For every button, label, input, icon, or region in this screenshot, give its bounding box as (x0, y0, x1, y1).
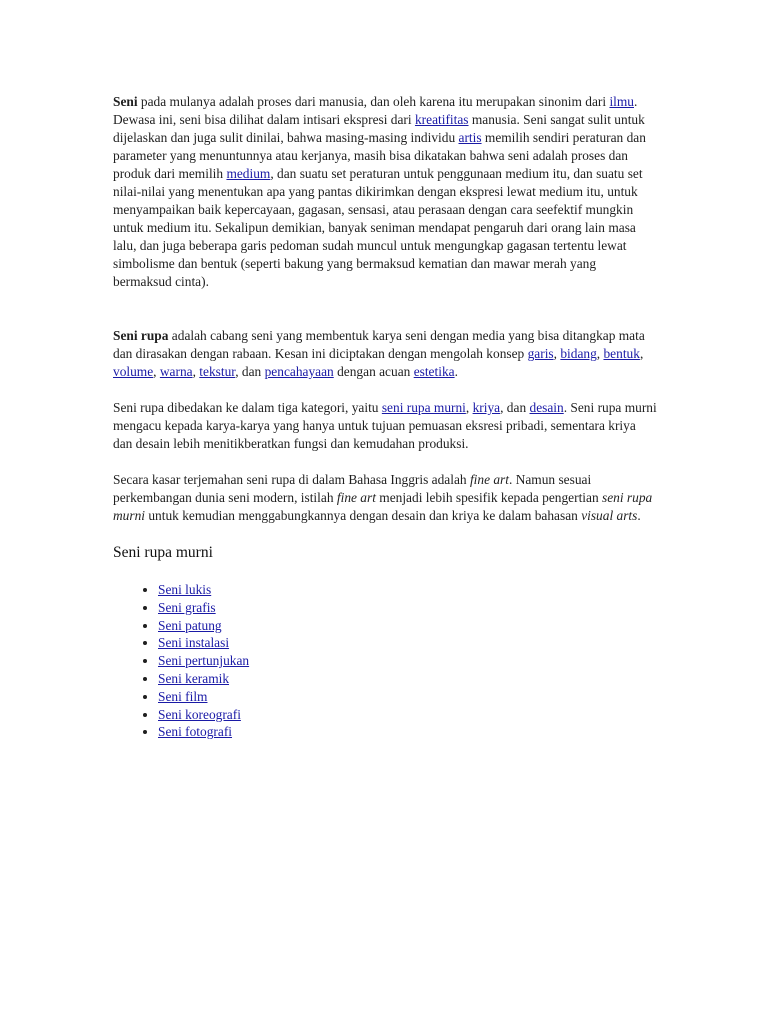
link-seni-rupa-murni[interactable]: seni rupa murni (381, 400, 466, 415)
term-fine-art: fine art (469, 472, 509, 487)
link-ilmu[interactable]: ilmu (609, 94, 634, 109)
link-seni-instalasi[interactable]: Seni instalasi (158, 635, 230, 651)
link-pencahayaan[interactable]: pencahayaan (264, 364, 334, 379)
link-tekstur[interactable]: tekstur (199, 364, 236, 379)
link-seni-film[interactable]: Seni film (158, 688, 208, 704)
term-visual-arts: visual arts (581, 508, 638, 523)
link-warna[interactable]: warna (159, 364, 193, 379)
list-item (158, 670, 658, 688)
link-garis[interactable]: garis (527, 346, 554, 361)
term-seni-rupa: Seni rupa (113, 328, 169, 343)
seni-rupa-paragraph: Seni rupa adalah cabang seni yang membentuk karya seni dengan media yang bisa ditangkap mata dan dirasakan dengan rabaan. Kesan ini diciptakan dengan mengolah konsep garis, bidang, bentuk, volume, warna, tekstur, dan pencahayaan dengan acuan estetika. (113, 328, 645, 379)
link-volume[interactable]: volume (113, 364, 154, 379)
link-artis[interactable]: artis (458, 130, 482, 145)
link-bidang[interactable]: bidang (560, 346, 597, 361)
term-seni: Seni (113, 94, 138, 109)
list-item (158, 688, 658, 706)
link-seni-lukis[interactable]: Seni lukis (158, 582, 212, 597)
link-seni-koreografi[interactable]: Seni koreografi (158, 706, 241, 722)
kategori-paragraph: Seni rupa dibedakan ke dalam tiga kategori, yaitu seni rupa murni, kriya, dan desain. Seni rupa murni mengacu kepada karya-karya yang hanya untuk tujuan pemuasan eksresi pribadi, sementara kriya dan desain lebih menitikberatkan fungsi dan kemudahan produksi. (113, 400, 657, 451)
link-bentuk[interactable]: bentuk (603, 346, 640, 361)
link-medium[interactable]: medium (226, 166, 271, 181)
link-seni-pertunjukan[interactable]: Seni pertunjukan (158, 653, 250, 669)
terjemahan-paragraph: Secara kasar terjemahan seni rupa di dalam Bahasa Inggris adalah fine art. Namun sesuai perkembangan dunia seni modern, istilah fine art menjadi lebih spesifik kepada pengertian seni rupa murni untuk kemudian menggabungkannya dengan desain dan kriya ke dalam bahasan visual arts. (113, 472, 653, 523)
term-seni-rupa-murni: seni rupa murni (113, 490, 653, 523)
intro-paragraph: Seni pada mulanya adalah proses dari manusia, dan oleh karena itu merupakan sinonim dari ilmu. Dewasa ini, seni bisa dilihat dalam intisari ekspresi dari kreatifitas manusia. Seni sangat sulit untuk dijelaskan dan juga sulit dinilai, bahwa masing-masing individu artis memilih sendiri peraturan dan parameter yang menuntunnya atau kerjanya, masih bisa dikatakan bahwa seni adalah proses dan produk dari memilih medium, dan suatu set peraturan untuk penggunaan medium itu, dan suatu set nilai-nilai yang menentukan apa yang pantas dikirimkan dengan ekspresi lewat medium itu, untuk menyampaikan baik kepercayaan, gagasan, sensasi, atau perasaan dengan cara seefektif mungkin untuk medium itu. Sekalipun demikian, banyak seniman mendapat pengaruh dari orang lain masa lalu, dan juga beberapa garis pedoman sudah muncul untuk mengungkap gagasan tertentu lewat simbolisme dan bentuk (seperti bakung yang bermaksud kematian dan mawar merah yang bermaksud cinta). (113, 94, 646, 289)
link-desain[interactable]: desain (529, 400, 564, 415)
link-kreatifitas[interactable]: kreatifitas (414, 112, 469, 127)
document-page (113, 93, 658, 741)
term-fine-art-2: fine art (336, 490, 376, 505)
link-seni-patung[interactable]: Seni patung (158, 617, 222, 633)
link-kriya[interactable]: kriya (472, 400, 501, 415)
seni-rupa-murni-list (113, 581, 658, 741)
list-item (158, 599, 658, 617)
link-seni-keramik[interactable]: Seni keramik (158, 670, 230, 686)
link-estetika[interactable]: estetika (413, 364, 455, 379)
list-item (158, 634, 658, 652)
list-item (158, 581, 658, 599)
list-item (158, 706, 658, 724)
link-seni-grafis[interactable]: Seni grafis (158, 599, 216, 615)
section-heading-seni-rupa-murni: Seni rupa murni (113, 544, 213, 561)
list-item (158, 723, 658, 741)
list-item (158, 652, 658, 670)
list-item (158, 617, 658, 635)
link-seni-fotografi[interactable]: Seni fotografi (158, 724, 233, 740)
